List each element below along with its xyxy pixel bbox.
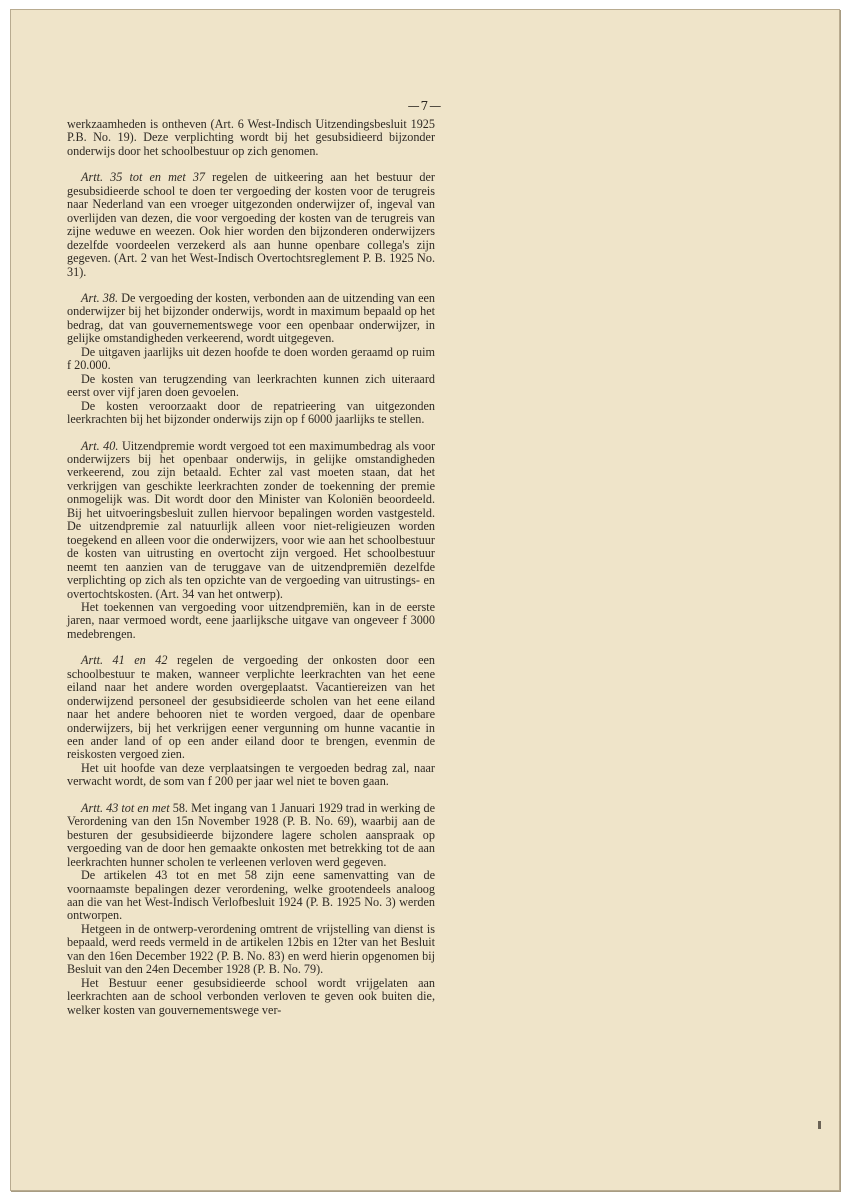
article-reference: Artt. 41 en 42 (81, 653, 168, 668)
paragraph (67, 977, 435, 1017)
article-reference: Art. 40. (81, 438, 119, 453)
paragraph-text: De kosten veroorzaakt door de repatrieering van uitgezonden leerkrachten bij het bijzonder onderwijs zijn op f 6000 jaarlijks te stellen. (67, 398, 435, 427)
paragraph-art-40 (67, 440, 435, 601)
paragraph-text: Het Bestuur eener gesubsidieerde school wordt vrijgelaten aan leerkrachten aan de school verbonden verloven te geven ook buiten die, welker kosten van gouvernementswege ver- (67, 975, 435, 1017)
paragraph (67, 118, 435, 158)
paragraph-artt-35-37 (67, 171, 435, 279)
paragraph-text: De kosten van terugzending van leerkrachten kunnen zich uiteraard eerst over vijf jaren doen gevoelen. (67, 371, 435, 400)
article-reference: Artt. 43 tot en met (81, 800, 170, 815)
paragraph-artt-43-58 (67, 802, 435, 869)
margin-mark (818, 1121, 821, 1129)
page-number: —7— (407, 99, 443, 113)
text-column (67, 118, 435, 1017)
paragraph-text: De vergoeding der kosten, verbonden aan de uitzending van een onderwijzer bij het bijzonder onderwijs, wordt in maximum bepaald op het bedrag, dat van gouvernementswege voor een openbaar onderwijzer, in gelijke omstandigheden verkeerend, wordt uitgegeven. (67, 290, 435, 346)
paragraph (67, 373, 435, 400)
paragraph (67, 869, 435, 923)
paragraph-text: Hetgeen in de ontwerp-verordening omtrent de vrijstelling van dienst is bepaald, werd reeds vermeld in de artikelen 12bis en 12ter van het Besluit van den 16en December 1922 (P. B. No. 83) en werd hierin opgenomen bij Besluit van den 24en December 1928 (P. B. No. 79). (67, 921, 435, 977)
paragraph (67, 923, 435, 977)
paragraph-text: De uitgaven jaarlijks uit dezen hoofde te doen worden geraamd op ruim f 20.000. (67, 344, 435, 373)
paragraph-text: 58. Met ingang van 1 Januari 1929 trad in werking de Verordening van den 15n November 1928 (P. B. No. 69), waarbij aan de besturen der gesubsidieerde bijzondere lagere scholen aanspraak op vergoeding van de door hen gemaakte onkosten met betrekking tot de aan leerkrachten hunner scholen te verleenen verloven werd gegeven. (67, 800, 435, 869)
paragraph (67, 400, 435, 427)
paragraph (67, 762, 435, 789)
paragraph (67, 601, 435, 641)
paragraph-text: regelen de vergoeding der onkosten door een schoolbestuur te maken, wanneer verplichte leerkrachten van het eene eiland naar het andere worden overgeplaatst. Vacantiereizen van het onderwijzend personeel der gesubsidieerde scholen van het eene eiland naar het andere behooren niet te worden vergoed, daar de openbare onderwijzers, bij het verkrijgen eener vergunning om hunne vacantie in een ander land of op een ander eiland door te brengen, evenmin de reiskosten vergoed zien. (67, 653, 435, 762)
paragraph-text: Het uit hoofde van deze verplaatsingen te vergoeden bedrag zal, naar verwacht wordt, de som van f 200 per jaar wel niet te boven gaan. (67, 760, 435, 789)
paragraph-text: Het toekennen van vergoeding voor uitzendpremiën, kan in de eerste jaren, naar vermoed wordt, eene jaarlijksche uitgave van ongeveer f 3000 medebrengen. (67, 599, 435, 641)
paragraph-text: De artikelen 43 tot en met 58 zijn eene samenvatting van de voornaamste bepalingen dezer verordening, welke grootendeels analoog aan die van het West-Indisch Verlofbesluit 1924 (P. B. 1925 No. 3) werden ontworpen. (67, 868, 435, 923)
paragraph-text: Uitzendpremie wordt vergoed tot een maximumbedrag als voor onderwijzers bij het openbaar onderwijs, in gelijke omstandigheden verkeerend, zou zijn betaald. Echter zal vast moeten staan, dat het verkrijgen van geschikte leerkrachten zonder de toekenning der premie onmogelijk was. Dit wordt door den Minister van Koloniën beoordeeld. Bij het uitvoeringsbesluit zullen hiervoor bepalingen worden vastgesteld. De uitzendpremie zal natuurlijk alleen voor niet-religieuzen worden toegekend en alleen voor die onderwijzers, voor wie aan het schoolbestuur de kosten van uitrusting en overtocht zijn vergoed. Het schoolbestuur neemt ten aanzien van de teruggave van de uitzendpremiën dezelfde verplichting op zich als ten opzichte van de vergoeding van uitrustings- en overtochtskosten. (Art. 34 van het ontwerp). (67, 438, 436, 601)
paragraph-text: werkzaamheden is ontheven (Art. 6 West-Indisch Uitzendingsbesluit 1925 P.B. No. 19). Deze verplichting wordt bij het gesubsidieerd bijzonder onderwijs door het schoolbestuur op zich genomen. (67, 117, 435, 158)
document-page (10, 9, 840, 1191)
paragraph (67, 346, 435, 373)
paragraph-text: regelen de uitkeering aan het bestuur der gesubsidieerde school te doen ter vergoeding der kosten voor de terugreis naar Nederland van een vroeger uitgezonden onderwijzer of, ingeval van overlijden van dezen, die voor vergoeding der kosten van de terugreis van zijne weduwe en weezen. Ook hier worden den bijzonderen onderwijzers dezelfde voordeelen verzekerd als aan hunne openbare collega's zijn gegeven. (Art. 2 van het West-Indisch Overtochtsreglement P. B. 1925 No. 31). (67, 170, 435, 279)
article-reference: Art. 38. (81, 290, 119, 305)
paragraph-artt-41-42 (67, 654, 435, 762)
article-reference: Artt. 35 tot en met 37 (81, 170, 206, 185)
paragraph-art-38 (67, 292, 435, 346)
